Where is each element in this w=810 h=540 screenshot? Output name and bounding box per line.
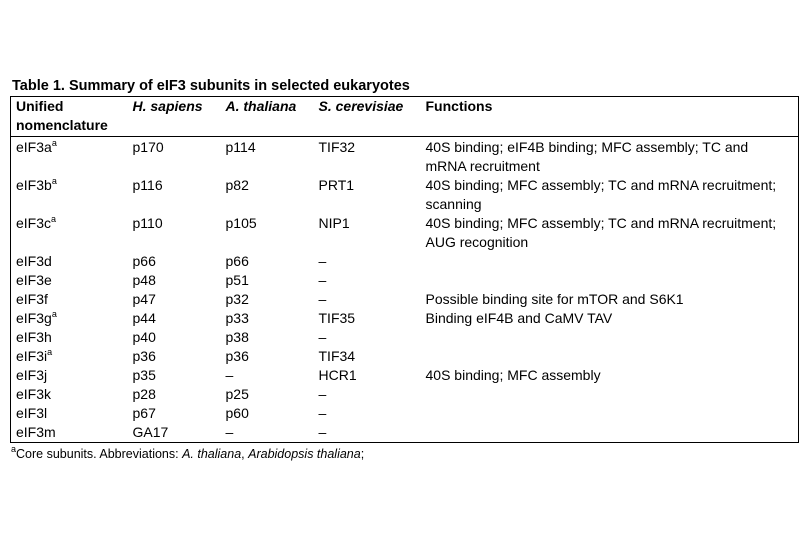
cell-functions — [421, 385, 799, 404]
table-caption — [12, 78, 800, 95]
subunit-name: eIF3i — [16, 348, 48, 364]
cell-functions — [421, 252, 799, 271]
cell-h-sapiens: p28 — [132, 386, 156, 402]
cell-a-thaliana: p114 — [225, 139, 256, 155]
table-header-row — [11, 97, 799, 137]
cell-s-cerevisiae: – — [318, 329, 327, 345]
table-figure — [10, 78, 800, 462]
cell-a-thaliana: p105 — [225, 215, 257, 231]
cell-s-cerevisiae: – — [318, 424, 327, 440]
cell-functions: Binding eIF4B and CaMV TAV — [425, 310, 613, 326]
header-h-sapiens: H. sapiens — [132, 98, 203, 114]
subunit-name: eIF3a — [16, 139, 52, 155]
cell-subunit-name — [11, 309, 128, 328]
cell-functions — [421, 404, 799, 423]
header-s-cerevisiae: S. cerevisiae — [318, 98, 404, 114]
cell-subunit-name — [11, 252, 128, 271]
caption-title: Summary of eIF3 subunits in selected eukaryotes — [68, 78, 410, 94]
cell-subunit-name — [11, 423, 128, 443]
table-row — [11, 176, 799, 214]
table-row — [11, 404, 799, 423]
cell-a-thaliana: p33 — [225, 310, 249, 326]
cell-a-thaliana: p66 — [225, 253, 249, 269]
cell-functions: 40S binding; MFC assembly; TC and mRNA recruitment; scanning — [425, 177, 777, 212]
cell-subunit-name — [11, 271, 128, 290]
subunit-name: eIF3m — [16, 424, 56, 440]
header-a-thaliana: A. thaliana — [225, 98, 297, 114]
subunit-name: eIF3f — [16, 291, 48, 307]
table-row — [11, 366, 799, 385]
subunit-name: eIF3d — [16, 253, 52, 269]
cell-s-cerevisiae: TIF32 — [318, 139, 356, 155]
cell-s-cerevisiae: – — [318, 291, 327, 307]
subunit-name: eIF3l — [16, 405, 48, 421]
subunit-name: eIF3h — [16, 329, 52, 345]
cell-functions — [421, 347, 799, 366]
cell-a-thaliana: p51 — [225, 272, 249, 288]
footnote-abbr: A. thaliana — [182, 447, 242, 461]
subunit-name: eIF3b — [16, 177, 52, 193]
cell-functions: 40S binding; MFC assembly; TC and mRNA recruitment; AUG recognition — [425, 215, 777, 250]
footnote-mark: a — [11, 444, 17, 454]
core-subunit-mark: a — [51, 176, 57, 186]
header-unified-label: Unified — [16, 98, 64, 114]
cell-a-thaliana: p60 — [225, 405, 249, 421]
eif3-subunit-table — [10, 96, 799, 443]
cell-s-cerevisiae: PRT1 — [318, 177, 355, 193]
core-subunit-mark: a — [51, 309, 57, 319]
cell-functions — [421, 328, 799, 347]
cell-h-sapiens: p67 — [132, 405, 156, 421]
cell-h-sapiens: p44 — [132, 310, 156, 326]
table-row — [11, 137, 799, 177]
cell-functions: 40S binding; eIF4B binding; MFC assembly; TC and mRNA recruitment — [425, 139, 749, 174]
subunit-name: eIF3c — [16, 215, 52, 231]
cell-h-sapiens: p170 — [132, 139, 164, 155]
cell-s-cerevisiae: – — [318, 272, 327, 288]
cell-functions — [421, 423, 799, 443]
subunit-name: eIF3k — [16, 386, 52, 402]
table-row — [11, 385, 799, 404]
cell-s-cerevisiae: TIF34 — [318, 348, 356, 364]
cell-a-thaliana: – — [225, 424, 234, 440]
footnote-sep: , — [241, 447, 249, 461]
core-subunit-mark: a — [51, 138, 57, 148]
cell-s-cerevisiae: – — [318, 405, 327, 421]
cell-subunit-name — [11, 214, 128, 252]
cell-functions: 40S binding; MFC assembly — [425, 367, 601, 383]
cell-subunit-name — [11, 366, 128, 385]
table-row — [11, 271, 799, 290]
cell-subunit-name — [11, 137, 128, 177]
cell-s-cerevisiae: HCR1 — [318, 367, 357, 383]
table-row — [11, 252, 799, 271]
cell-subunit-name — [11, 347, 128, 366]
cell-h-sapiens: p40 — [132, 329, 156, 345]
table-row — [11, 347, 799, 366]
core-subunit-mark: a — [51, 214, 57, 224]
cell-h-sapiens: p35 — [132, 367, 156, 383]
cell-functions — [421, 271, 799, 290]
cell-a-thaliana: p25 — [225, 386, 249, 402]
footnote-end: ; — [360, 447, 365, 461]
cell-s-cerevisiae: – — [318, 386, 327, 402]
cell-subunit-name — [11, 176, 128, 214]
header-functions: Functions — [425, 98, 493, 114]
cell-s-cerevisiae: TIF35 — [318, 310, 356, 326]
cell-subunit-name — [11, 385, 128, 404]
table-row — [11, 328, 799, 347]
cell-h-sapiens: p36 — [132, 348, 156, 364]
footnote-expansion: Arabidopsis thaliana — [248, 447, 361, 461]
caption-label: Table 1. — [12, 78, 65, 94]
header-unified-nomenclature — [11, 97, 128, 137]
cell-h-sapiens: GA17 — [132, 424, 169, 440]
cell-subunit-name — [11, 404, 128, 423]
cell-s-cerevisiae: NIP1 — [318, 215, 350, 231]
cell-a-thaliana: p36 — [225, 348, 249, 364]
footnote-text: Core subunits. Abbreviations: — [16, 447, 183, 461]
cell-subunit-name — [11, 328, 128, 347]
cell-h-sapiens: p66 — [132, 253, 156, 269]
core-subunit-mark: a — [47, 347, 53, 357]
cell-h-sapiens: p48 — [132, 272, 156, 288]
subunit-name: eIF3g — [16, 310, 52, 326]
table-body — [11, 137, 799, 443]
cell-h-sapiens: p116 — [132, 177, 163, 193]
cell-h-sapiens: p47 — [132, 291, 156, 307]
cell-subunit-name — [11, 290, 128, 309]
cell-a-thaliana: p32 — [225, 291, 249, 307]
cell-a-thaliana: – — [225, 367, 234, 383]
table-row — [11, 309, 799, 328]
table-row — [11, 290, 799, 309]
table-row — [11, 214, 799, 252]
header-nomenclature-label: nomenclature — [16, 117, 108, 133]
cell-a-thaliana: p38 — [225, 329, 249, 345]
subunit-name: eIF3e — [16, 272, 52, 288]
cell-s-cerevisiae: – — [318, 253, 327, 269]
table-row — [11, 423, 799, 443]
cell-a-thaliana: p82 — [225, 177, 249, 193]
cell-functions: Possible binding site for mTOR and S6K1 — [425, 291, 684, 307]
subunit-name: eIF3j — [16, 367, 48, 383]
cell-h-sapiens: p110 — [132, 215, 163, 231]
table-footnote — [11, 446, 800, 462]
